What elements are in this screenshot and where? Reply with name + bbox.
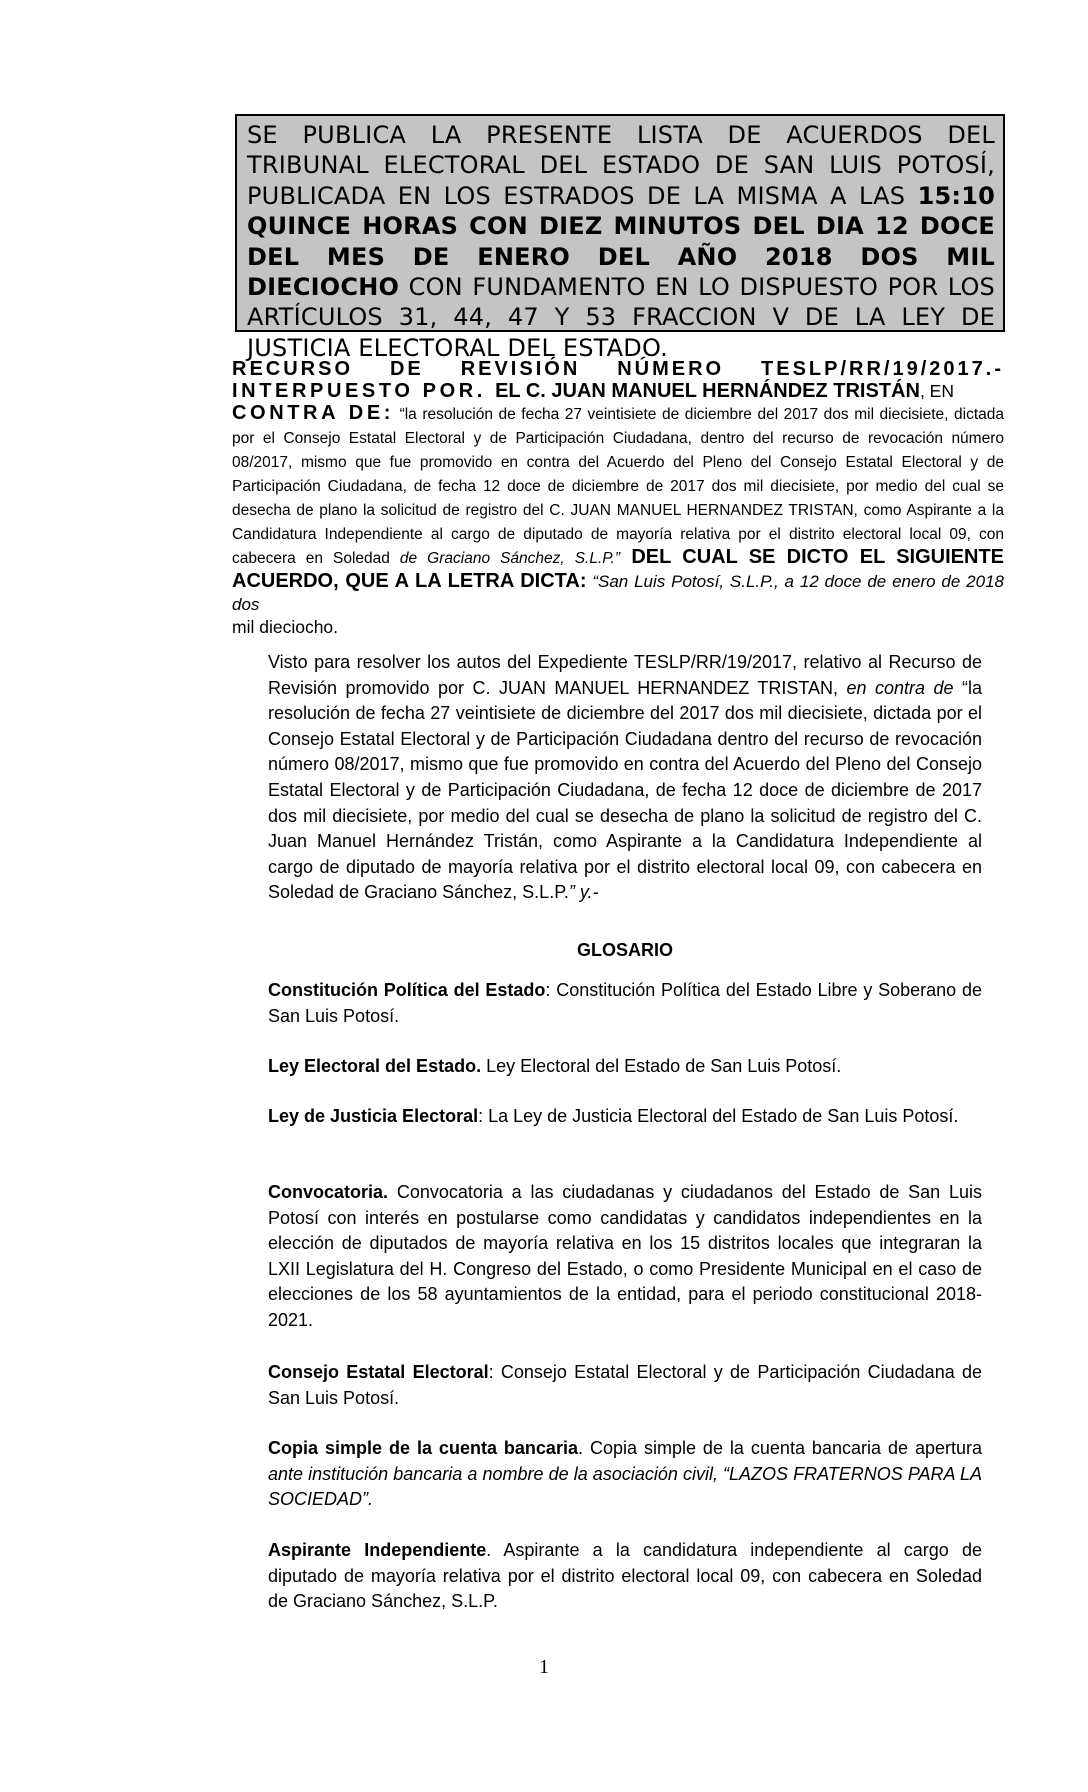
visto-italic: en contra de	[846, 677, 954, 698]
heading-word-de: DE	[389, 358, 424, 380]
visto-text-rest: “la resolución de fecha 27 veintisiete de diciembre del 2017 dos mil diecisiete, dictada por el Consejo Estatal Electoral y de Participación Ciudadana dentro del recurso de revocación número 08/2017, mismo que fue promovido en contra del Acuerdo del Pleno del Consejo Estatal Electoral y de Participación Ciudadana, de fecha 12 doce de diciembre de 2017 dos mil diecisiete, por medio del cual se desecha de plano la solicitud de registro del C. Juan Manuel Hernández Tristán, como Aspirante a la Candidatura Independiente al cargo de diputado de mayoría relativa por el distrito electoral local 09, con cabecera en Soledad de Graciano Sánchez, S.L.P.	[268, 677, 983, 903]
heading-en: , EN	[919, 381, 954, 401]
glossary-entry-consejo	[268, 1360, 982, 1411]
heading-quoted-resolution: “la resolución de fecha 27 veintisiete de diciembre del 2017 dos mil diecisiete, dictada por el Consejo Estatal Electoral y de Participación Ciudadana, dentro del recurso de revocación número 08/2017, mismo que fue promovido en contra del Acuerdo del Pleno del Consejo Estatal Electoral y de Participación Ciudadana, de fecha 12 doce de diciembre de 2017 dos mil diecisiete, por medio del cual se desecha de plano la solicitud de registro del C. JUAN MANUEL HERNANDEZ TRISTAN, como Aspirante a la Candidatura Independiente al cargo de diputado de mayoría relativa por el distrito electoral local 09, con cabecera en Soledad	[232, 406, 1004, 567]
publication-notice-box	[235, 114, 1005, 362]
visto-paragraph	[268, 650, 982, 906]
heading-word-numero: NÚMERO	[617, 358, 725, 380]
visto-end: ” y.-	[568, 882, 599, 903]
glossary-term: Convocatoria.	[268, 1182, 389, 1202]
glossary-term: Copia simple de la cuenta bancaria	[268, 1438, 578, 1458]
heading-quoted-italic: de Graciano Sánchez, S.L.P.”	[399, 550, 621, 567]
glossary-term: Ley de Justicia Electoral	[268, 1106, 479, 1126]
glossary-term: Constitución Política del Estado	[268, 980, 546, 1000]
notice-text-a: SE PUBLICA LA PRESENTE LISTA DE ACUERDOS DEL TRIBUNAL ELECTORAL DEL ESTADO DE SAN LUIS POTOSÍ, PUBLICADA EN LOS ESTRADOS DE LA MISMA A LAS	[247, 121, 995, 210]
glossary-entry-constitucion	[268, 978, 982, 1029]
notice-bold-datetime: 15:10 QUINCE HORAS CON DIEZ MINUTOS DEL DIA 12 DOCE DEL MES DE ENERO DEL AÑO 2018 DOS MIL DIECIOCHO	[247, 181, 995, 302]
glossary-definition-italic: ante institución bancaria a nombre de la asociación civil, “LAZOS FRATERNOS PARA LA SOCIEDAD”.	[268, 1463, 982, 1510]
glossary-entry-aspirante	[268, 1538, 982, 1615]
heading-word-revision: REVISIÓN	[460, 358, 581, 380]
glossary-entry-ley-justicia	[268, 1104, 982, 1130]
glossary-definition: . Aspirante a la candidatura independiente al cargo de diputado de mayoría relativa por el distrito electoral local 09, con cabecera en Soledad de Graciano Sánchez, S.L.P.	[268, 1540, 982, 1612]
glossary-entry-convocatoria	[268, 1180, 982, 1334]
heading-acuerdo: DEL CUAL SE DICTO EL SIGUIENTE ACUERDO, QUE A LA LETRA DICTA:	[232, 546, 1004, 592]
glossary-definition: . Copia simple de la cuenta bancaria de apertura	[577, 1438, 982, 1458]
case-heading-line1	[232, 358, 1004, 380]
glossary-entry-copia-simple	[268, 1436, 982, 1513]
heading-en-contra: CONTRA DE:	[232, 402, 395, 424]
heading-case-number: TESLP/RR/19/2017.-	[761, 358, 1004, 380]
glossary-term: Consejo Estatal Electoral	[268, 1362, 489, 1382]
glossary-definition: : La Ley de Justicia Electoral del Estado de San Luis Potosí.	[478, 1106, 959, 1126]
heading-word-recurso: RECURSO	[232, 358, 354, 380]
heading-date-italic: “San Luis Potosí, S.L.P., a 12 doce de enero de 2018 dos	[232, 572, 1004, 614]
glosario-title: GLOSARIO	[576, 940, 673, 960]
notice-text-c: CON FUNDAMENTO EN LO DISPUESTO POR LOS ARTÍCULOS 31, 44, 47 Y 53 FRACCION V DE LA LEY DE JUSTICIA ELECTORAL DEL ESTADO.	[247, 273, 995, 362]
page-number: 1	[539, 1656, 549, 1678]
glossary-definition: Ley Electoral del Estado de San Luis Potosí.	[481, 1056, 842, 1076]
glossary-definition: : Constitución Política del Estado Libre y Soberano de San Luis Potosí.	[268, 980, 982, 1026]
heading-interpuesto: INTERPUESTO POR.	[232, 380, 496, 402]
visto-text: Visto para resolver los autos del Expediente TESLP/RR/19/2017, relativo al Recurso de Revisión promovido por C. JUAN MANUEL HERNANDEZ TRISTAN,	[268, 652, 982, 698]
case-heading-line2	[232, 380, 1004, 402]
glossary-definition: : Consejo Estatal Electoral y de Participación Ciudadana de San Luis Potosí.	[268, 1362, 982, 1408]
glossary-term: Ley Electoral del Estado.	[268, 1056, 482, 1076]
heading-date-tail: mil dieciocho.	[232, 617, 339, 637]
glossary-entry-ley-electoral	[268, 1054, 982, 1080]
case-heading-body	[232, 402, 1004, 638]
heading-party-name: EL C. JUAN MANUEL HERNÁNDEZ TRISTÁN	[495, 380, 920, 402]
glossary-term: Aspirante Independiente	[268, 1540, 487, 1560]
glossary-definition: Convocatoria a las ciudadanas y ciudadanos del Estado de San Luis Potosí con interés en postularse como candidatas y candidatos independientes en la elección de diputados de mayoría relativa en los 15 distritos locales que integraran la LXII Legislatura del H. Congreso del Estado, o como Presidente Municipal en el caso de elecciones de los 58 ayuntamientos de la entidad, para el periodo constitucional 2018-2021.	[268, 1182, 982, 1330]
case-heading	[232, 358, 1004, 638]
